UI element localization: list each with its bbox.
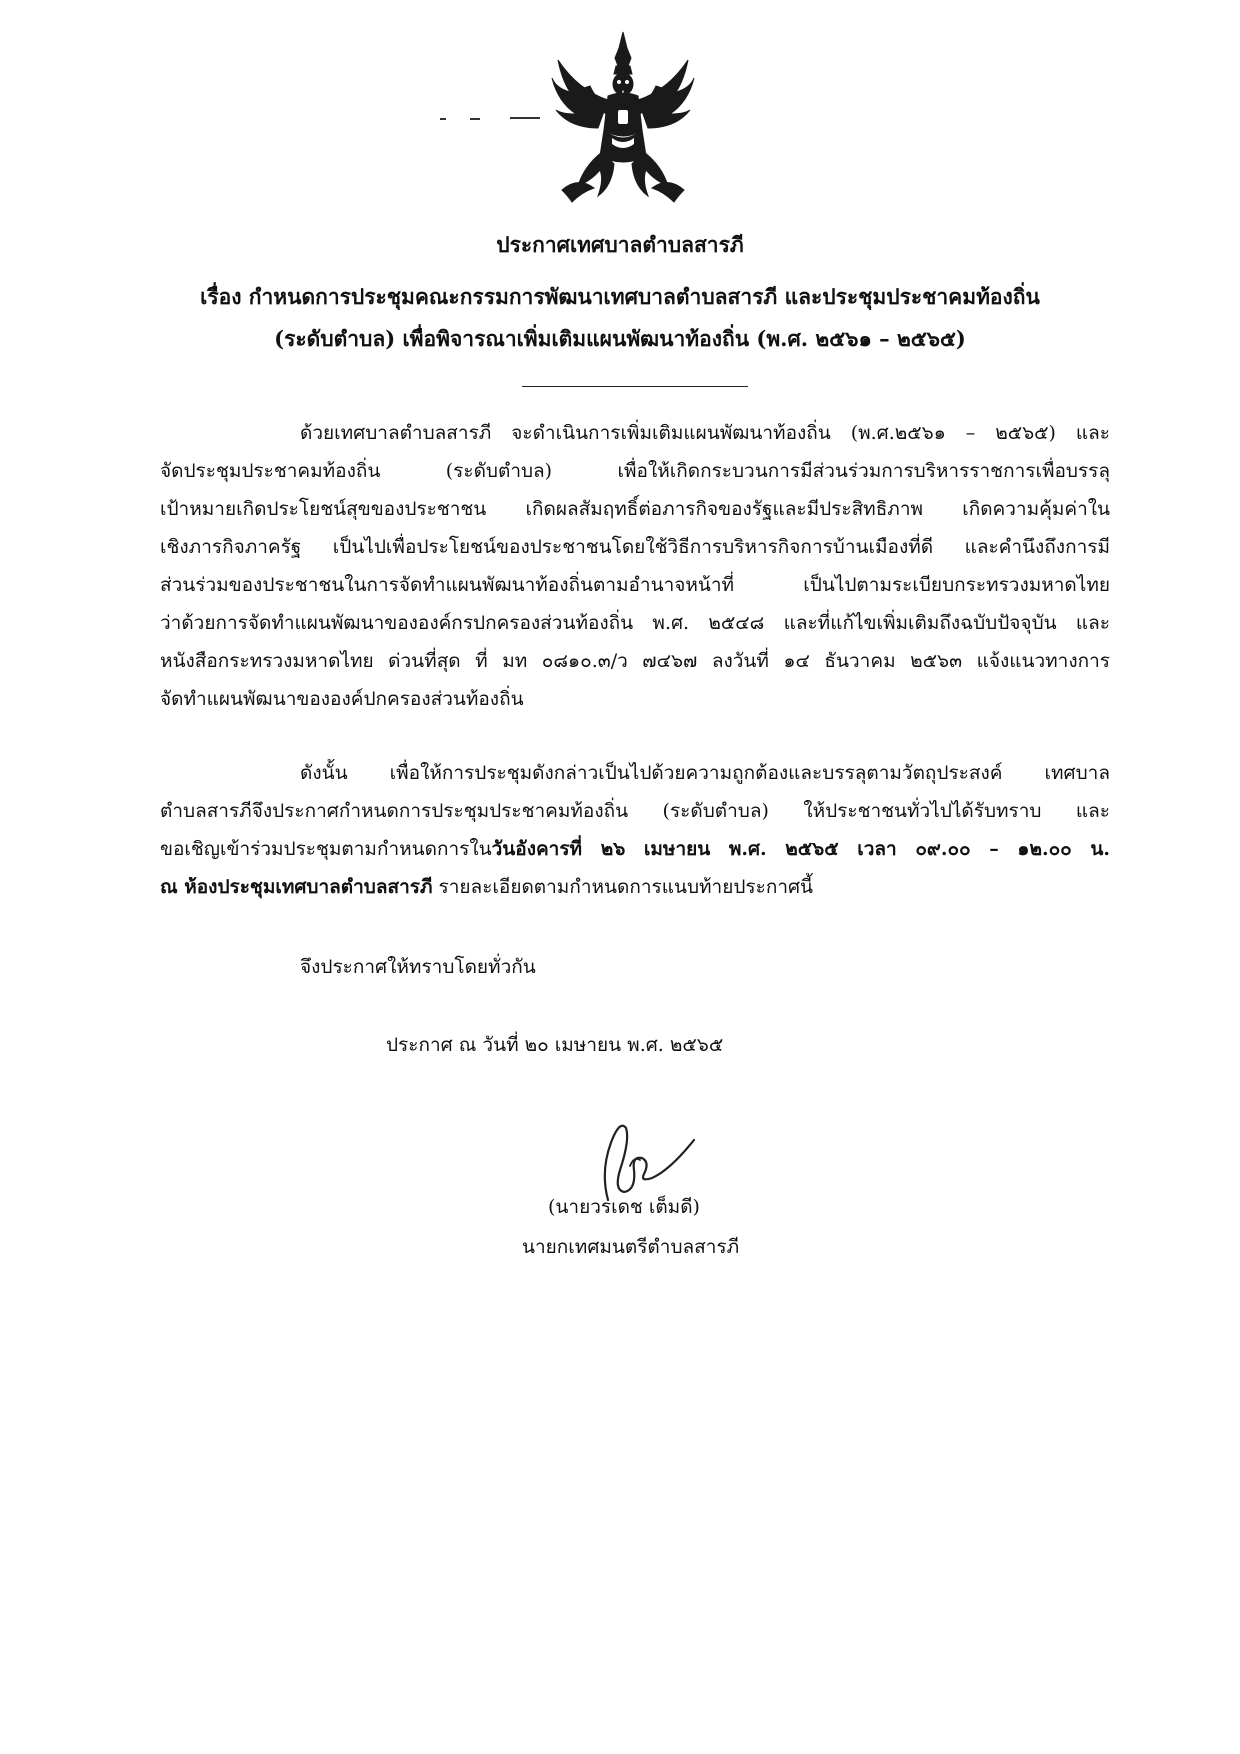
meeting-date-time: วันอังคารที่ ๒๖ เมษายน พ.ศ. ๒๕๖๕ เวลา ๐๙.๐๐ – ๑๒.๐๐ น.	[491, 838, 1110, 860]
paragraph-1-line: เชิงภารกิจภาครัฐ เป็นไปเพื่อประโยชน์ของประชาชนโดยใช้วิธีการบริหารกิจการบ้านเมืองที่ดี และคำนึงถึงการมี	[160, 536, 1110, 558]
paragraph-1-line: ว่าด้วยการจัดทำแผนพัฒนาขององค์กรปกครองส่วนท้องถิ่น พ.ศ. ๒๕๔๘ และที่แก้ไขเพิ่มเติมถึงฉบับปัจจุบัน และ	[160, 612, 1110, 634]
paragraph-2-line: ตำบลสารภีจึงประกาศกำหนดการประชุมประชาคมท้องถิ่น (ระดับตำบล) ให้ประชาชนทั่วไปได้รับทราบ และ	[160, 800, 1110, 822]
title-divider	[522, 386, 748, 387]
paragraph-1-line: จัดทำแผนพัฒนาขององค์ปกครองส่วนท้องถิ่น	[160, 688, 524, 710]
signer-position: นายกเทศมนตรีตำบลสารภี	[522, 1236, 740, 1258]
subject-line-2: (ระดับตำบล) เพื่อพิจารณาเพิ่มเติมแผนพัฒนาท้องถิ่น (พ.ศ. ๒๕๖๑ – ๒๕๖๕)	[274, 326, 966, 351]
announcement-title: ประกาศเทศบาลตำบลสารภี	[496, 232, 744, 257]
meeting-invite-text: ขอเชิญเข้าร่วมประชุมตามกำหนดการใน	[160, 838, 492, 860]
signer-name: (นายวรเดช เต็มดี)	[548, 1196, 700, 1218]
paragraph-1-line: จัดประชุมประชาคมท้องถิ่น (ระดับตำบล) เพื่อให้เกิดกระบวนการมีส่วนร่วมการบริหารราชการเพื่อบรรลุ	[160, 460, 1110, 482]
meeting-details-note: รายละเอียดตามกำหนดการแนบท้ายประกาศนี้	[432, 876, 814, 898]
scan-mark	[470, 118, 480, 120]
paragraph-1-line: ด้วยเทศบาลตำบลสารภี จะดำเนินการเพิ่มเติมแผนพัฒนาท้องถิ่น (พ.ศ.๒๕๖๑ – ๒๕๖๕) และ	[300, 422, 1110, 444]
garuda-emblem-icon	[548, 30, 698, 208]
subject-line-1: เรื่อง กำหนดการประชุมคณะกรรมการพัฒนาเทศบาลตำบลสารภี และประชุมประชาคมท้องถิ่น	[200, 284, 1040, 309]
paragraph-1-line: ส่วนร่วมของประชาชนในการจัดทำแผนพัฒนาท้องถิ่นตามอำนาจหน้าที่ เป็นไปตามระเบียบกระทรวงมหาดไทย	[160, 574, 1110, 596]
paragraph-2-line	[160, 834, 1110, 864]
announcement-date: ประกาศ ณ วันที่ ๒๐ เมษายน พ.ศ. ๒๕๖๕	[386, 1034, 724, 1056]
scan-mark	[440, 118, 446, 120]
paragraph-2-line: ดังนั้น เพื่อให้การประชุมดังกล่าวเป็นไปด้วยความถูกต้องและบรรลุตามวัตถุประสงค์ เทศบาล	[300, 762, 1110, 784]
paragraph-1-line: เป้าหมายเกิดประโยชน์สุขของประชาชน เกิดผลสัมฤทธิ์ต่อภารกิจของรัฐและมีประสิทธิภาพ เกิดความคุ้มค่าใน	[160, 498, 1110, 520]
meeting-venue: ณ ห้องประชุมเทศบาลตำบลสารภี	[160, 876, 433, 898]
paragraph-1-line: หนังสือกระทรวงมหาดไทย ด่วนที่สุด ที่ มท ๐๘๑๐.๓/ว ๗๔๖๗ ลงวันที่ ๑๔ ธันวาคม ๒๕๖๓ แจ้งแนวทางการ	[160, 650, 1110, 672]
scan-mark	[510, 117, 540, 119]
closing-statement: จึงประกาศให้ทราบโดยทั่วกัน	[300, 956, 536, 978]
paragraph-2-line	[160, 872, 813, 902]
